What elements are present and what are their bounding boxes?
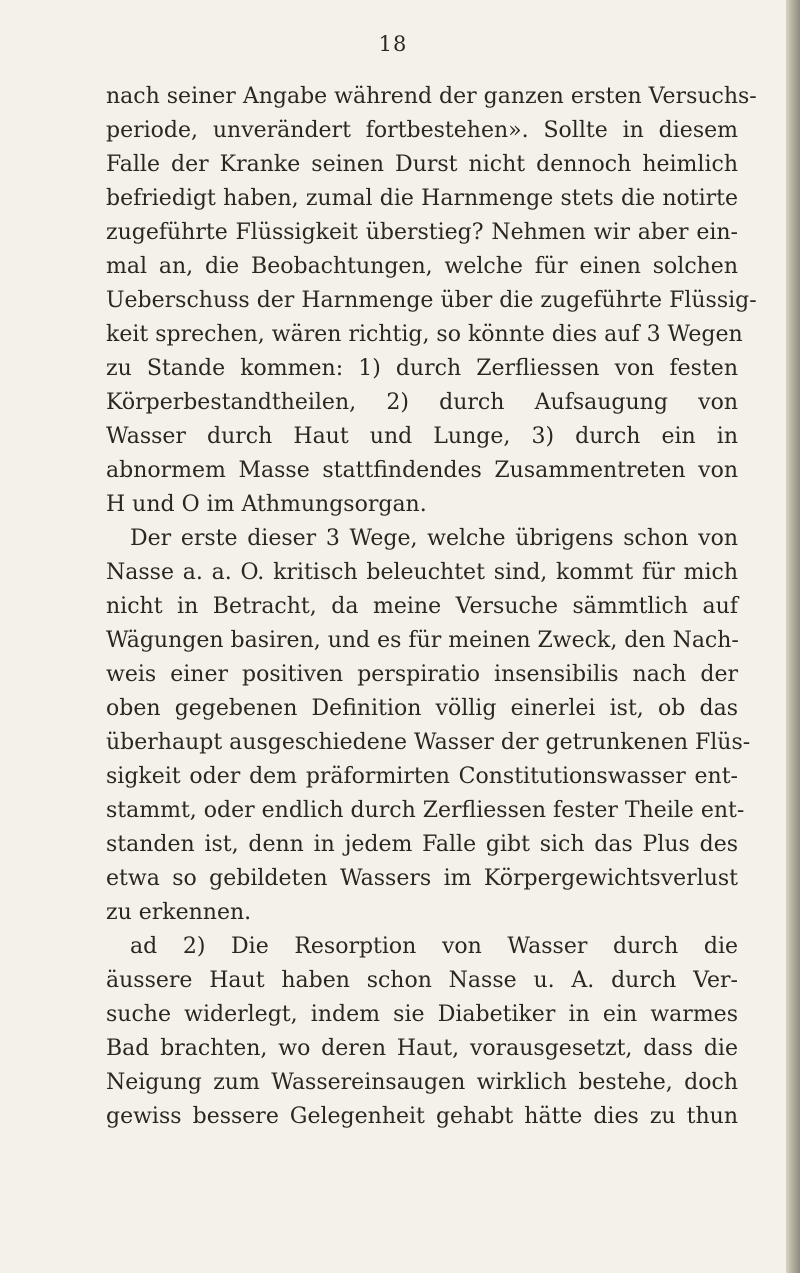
page-edge-shadow xyxy=(786,0,800,1273)
text-line: zu Stande kommen: 1) durch Zerfliessen von festen xyxy=(106,356,738,381)
text-line: Wägungen basiren, und es für meinen Zweck, den Nach- xyxy=(106,628,739,653)
text-line: Neigung zum Wassereinsaugen wirklich bestehe, doch xyxy=(106,1070,738,1095)
body-text xyxy=(106,80,757,1134)
text-line: Wasser durch Haut und Lunge, 3) durch ein in xyxy=(106,424,738,449)
text-line: weis einer positiven perspiratio insensibilis nach der xyxy=(106,662,738,687)
text-line: überhaupt ausgeschiedene Wasser der getrunkenen Flüs- xyxy=(106,730,751,755)
text-line: nach seiner Angabe während der ganzen ersten Versuchs- xyxy=(106,84,757,109)
text-line: suche widerlegt, indem sie Diabetiker in ein warmes xyxy=(106,1002,738,1027)
text-line: sigkeit oder dem präformirten Constitutionswasser ent- xyxy=(106,764,738,789)
text-line: befriedigt haben, zumal die Harnmenge stets die notirte xyxy=(106,186,738,211)
text-line: gewiss bessere Gelegenheit gehabt hätte dies zu thun xyxy=(106,1104,738,1129)
text-line: zu erkennen. xyxy=(106,900,252,925)
page-number: 18 xyxy=(378,32,408,56)
text-line: Bad brachten, wo deren Haut, vorausgesetzt, dass die xyxy=(106,1036,738,1061)
text-line: etwa so gebildeten Wassers im Körpergewichtsverlust xyxy=(106,866,738,891)
text-line: stammt, oder endlich durch Zerfliessen fester Theile ent- xyxy=(106,798,745,823)
text-line: standen ist, denn in jedem Falle gibt sich das Plus des xyxy=(106,832,738,857)
text-line: nicht in Betracht, da meine Versuche sämmtlich auf xyxy=(106,594,738,619)
text-line: Ueberschuss der Harnmenge über die zugeführte Flüssig- xyxy=(106,288,757,313)
text-line: äussere Haut haben schon Nasse u. A. durch Ver- xyxy=(106,968,738,993)
text-line: mal an, die Beobachtungen, welche für einen solchen xyxy=(106,254,738,279)
text-line: abnormem Masse stattfindendes Zusammentreten von xyxy=(106,458,738,483)
text-line: zugeführte Flüssigkeit überstieg? Nehmen wir aber ein- xyxy=(106,220,738,245)
text-line: H und O im Athmungsorgan. xyxy=(106,492,427,517)
text-line: periode, unverändert fortbestehen». Sollte in diesem xyxy=(106,118,738,143)
text-line: Falle der Kranke seinen Durst nicht dennoch heimlich xyxy=(106,152,738,177)
text-line: Körperbestandtheilen, 2) durch Aufsaugung von xyxy=(106,390,738,415)
text-line: oben gegebenen Definition völlig einerlei ist, ob das xyxy=(106,696,738,721)
text-line: Nasse a. a. O. kritisch beleuchtet sind, kommt für mich xyxy=(106,560,738,585)
text-line: Der erste dieser 3 Wege, welche übrigens schon von xyxy=(130,526,738,551)
text-line: ad 2) Die Resorption von Wasser durch die xyxy=(130,934,738,959)
text-line: keit sprechen, wären richtig, so könnte dies auf 3 Wegen xyxy=(106,322,743,347)
